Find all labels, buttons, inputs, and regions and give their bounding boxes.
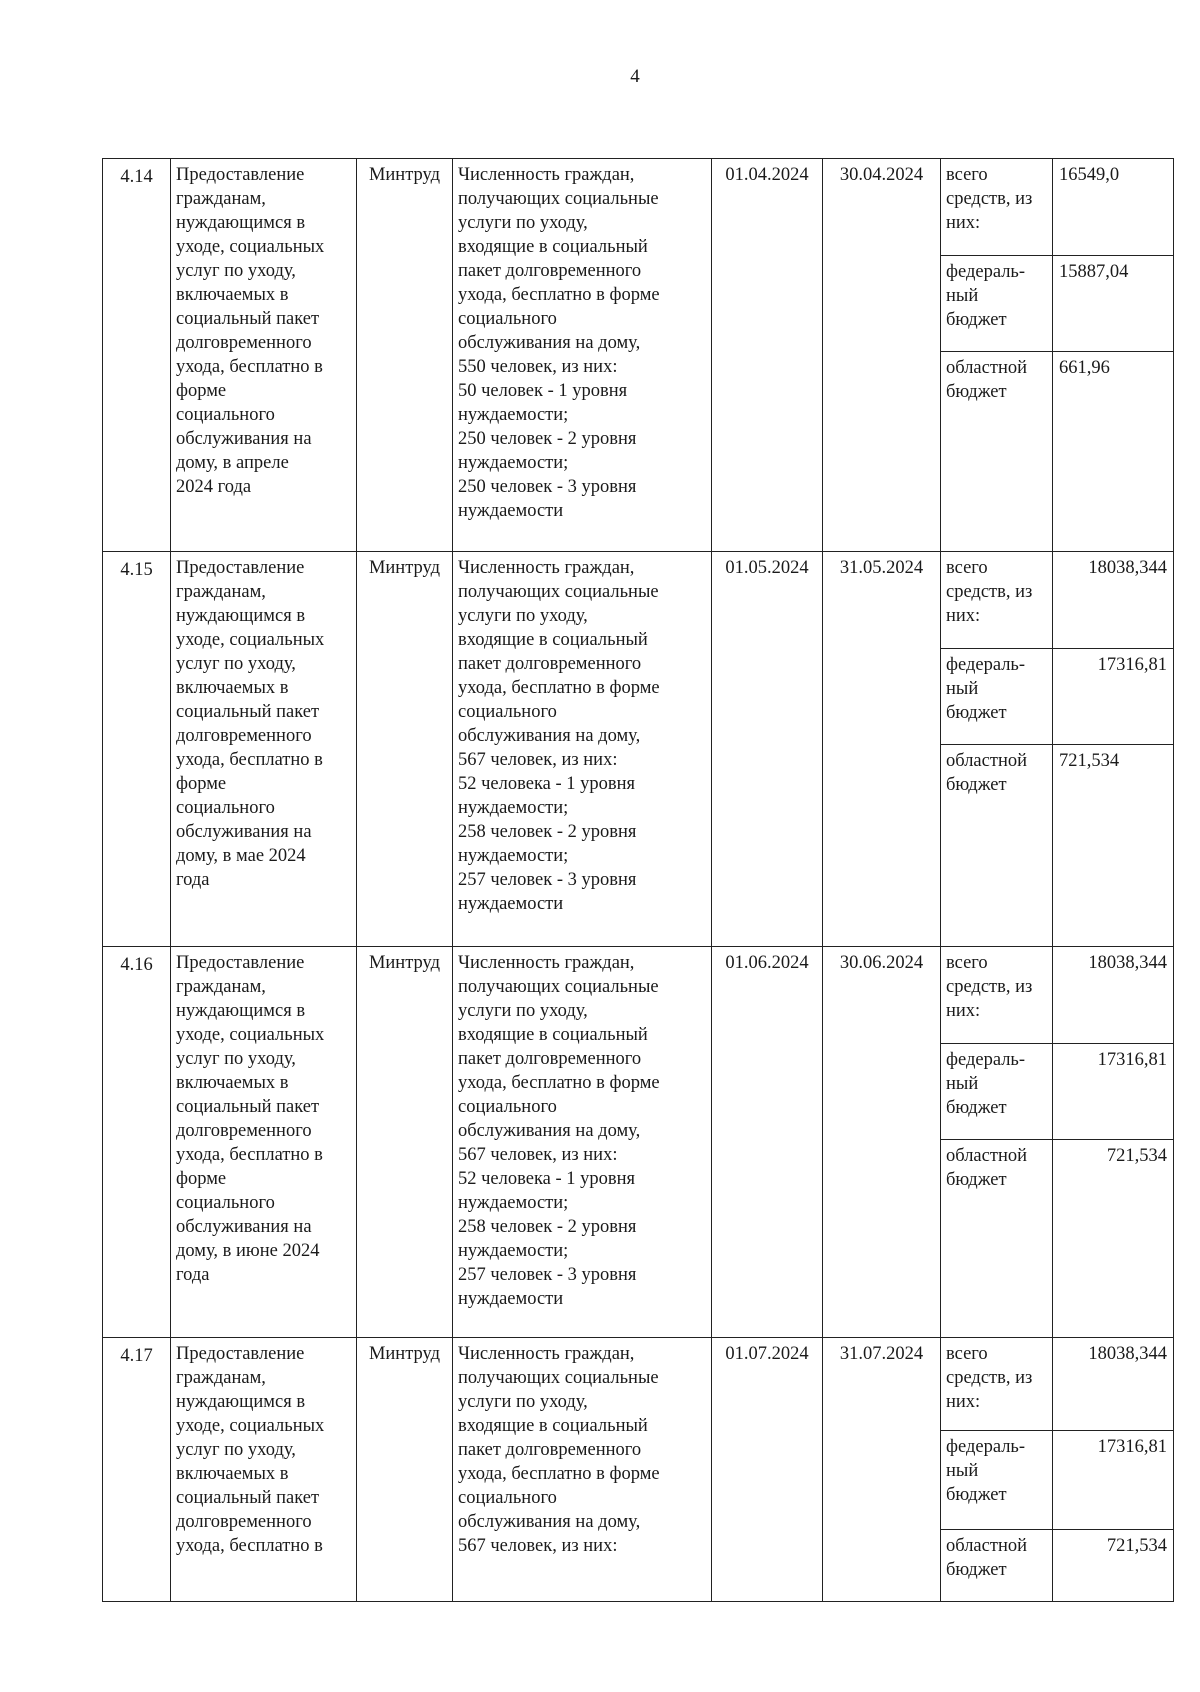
start-date: 01.07.2024 xyxy=(712,1338,823,1601)
financing-regional-row xyxy=(941,1140,1173,1337)
measure-name: Предоставление гражданам, нуждающимся в уходе, социальных услуг по уходу, включаемых в социальный пакет долговременного ухода, бесплатно в форме социального обслуживания на дому, в мае 2024 года xyxy=(171,552,357,946)
federal-label: федераль- ный бюджет xyxy=(941,1044,1053,1139)
indicator: Численность граждан, получающих социальные услуги по уходу, входящие в социальный пакет долговременного ухода, бесплатно в форме социального обслуживания на дому, 567 человек, из них: 52 человека - 1 уровня нуждаемости; 258 человек - 2 уровня нуждаемости; 257 человек - 3 уровня нуждаемости xyxy=(453,947,712,1337)
row-number: 4.16 xyxy=(103,947,171,1337)
row-number: 4.14 xyxy=(103,159,171,551)
total-value: 18038,344 xyxy=(1088,1344,1167,1364)
row-number: 4.17 xyxy=(103,1338,171,1601)
financing-regional-row xyxy=(941,745,1173,946)
funding-table xyxy=(102,158,1174,1602)
regional-label: областной бюджет xyxy=(941,352,1053,551)
federal-value: 17316,81 xyxy=(1097,655,1167,675)
page-number: 4 xyxy=(630,66,640,87)
start-date: 01.06.2024 xyxy=(712,947,823,1337)
financing-regional-row xyxy=(941,1530,1173,1601)
total-value: 16549,0 xyxy=(1059,165,1120,185)
end-date: 31.05.2024 xyxy=(823,552,941,946)
federal-value: 17316,81 xyxy=(1097,1437,1167,1457)
federal-value: 17316,81 xyxy=(1097,1050,1167,1070)
financing xyxy=(941,159,1173,551)
executor: Минтруд xyxy=(357,159,453,551)
financing xyxy=(941,947,1173,1337)
financing-total-row xyxy=(941,1338,1173,1431)
regional-label: областной бюджет xyxy=(941,1140,1053,1337)
row-number: 4.15 xyxy=(103,552,171,946)
start-date: 01.05.2024 xyxy=(712,552,823,946)
regional-value: 721,534 xyxy=(1059,751,1120,771)
financing-regional-row xyxy=(941,352,1173,551)
federal-label: федераль- ный бюджет xyxy=(941,256,1053,351)
end-date: 31.07.2024 xyxy=(823,1338,941,1601)
financing-total-row xyxy=(941,552,1173,649)
financing-federal-row xyxy=(941,1431,1173,1530)
regional-value: 661,96 xyxy=(1059,358,1110,378)
table-row xyxy=(103,947,1173,1338)
measure-name: Предоставление гражданам, нуждающимся в уходе, социальных услуг по уходу, включаемых в социальный пакет долговременного ухода, бесплатно в форме социального обслуживания на дому, в июне 2024 года xyxy=(171,947,357,1337)
total-value: 18038,344 xyxy=(1088,953,1167,973)
indicator: Численность граждан, получающих социальные услуги по уходу, входящие в социальный пакет долговременного ухода, бесплатно в форме социального обслуживания на дому, 567 человек, из них: xyxy=(453,1338,712,1601)
regional-label: областной бюджет xyxy=(941,745,1053,946)
financing-total-row xyxy=(941,159,1173,256)
total-label: всего средств, из них: xyxy=(941,947,1053,1043)
financing-federal-row xyxy=(941,256,1173,352)
financing xyxy=(941,1338,1173,1601)
end-date: 30.06.2024 xyxy=(823,947,941,1337)
regional-value: 721,534 xyxy=(1106,1536,1167,1556)
financing xyxy=(941,552,1173,946)
financing-federal-row xyxy=(941,1044,1173,1140)
federal-label: федераль- ный бюджет xyxy=(941,649,1053,744)
measure-name: Предоставление гражданам, нуждающимся в уходе, социальных услуг по уходу, включаемых в социальный пакет долговременного ухода, бесплатно в форме социального обслуживания на дому, в апреле 2024 года xyxy=(171,159,357,551)
table-row xyxy=(103,552,1173,947)
indicator: Численность граждан, получающих социальные услуги по уходу, входящие в социальный пакет долговременного ухода, бесплатно в форме социального обслуживания на дому, 550 человек, из них: 50 человек - 1 уровня нуждаемости; 250 человек - 2 уровня нуждаемости; 250 человек - 3 уровня нуждаемости xyxy=(453,159,712,551)
federal-label: федераль- ный бюджет xyxy=(941,1431,1053,1529)
executor: Минтруд xyxy=(357,552,453,946)
financing-total-row xyxy=(941,947,1173,1044)
total-label: всего средств, из них: xyxy=(941,159,1053,255)
regional-label: областной бюджет xyxy=(941,1530,1053,1601)
federal-value: 15887,04 xyxy=(1059,262,1129,282)
table-row xyxy=(103,1338,1173,1602)
indicator: Численность граждан, получающих социальные услуги по уходу, входящие в социальный пакет долговременного ухода, бесплатно в форме социального обслуживания на дому, 567 человек, из них: 52 человека - 1 уровня нуждаемости; 258 человек - 2 уровня нуждаемости; 257 человек - 3 уровня нуждаемости xyxy=(453,552,712,946)
executor: Минтруд xyxy=(357,1338,453,1601)
measure-name: Предоставление гражданам, нуждающимся в уходе, социальных услуг по уходу, включаемых в социальный пакет долговременного ухода, бесплатно в xyxy=(171,1338,357,1601)
total-label: всего средств, из них: xyxy=(941,1338,1053,1430)
end-date: 30.04.2024 xyxy=(823,159,941,551)
total-label: всего средств, из них: xyxy=(941,552,1053,648)
start-date: 01.04.2024 xyxy=(712,159,823,551)
executor: Минтруд xyxy=(357,947,453,1337)
table-row xyxy=(103,159,1173,552)
financing-federal-row xyxy=(941,649,1173,745)
total-value: 18038,344 xyxy=(1088,558,1167,578)
regional-value: 721,534 xyxy=(1106,1146,1167,1166)
